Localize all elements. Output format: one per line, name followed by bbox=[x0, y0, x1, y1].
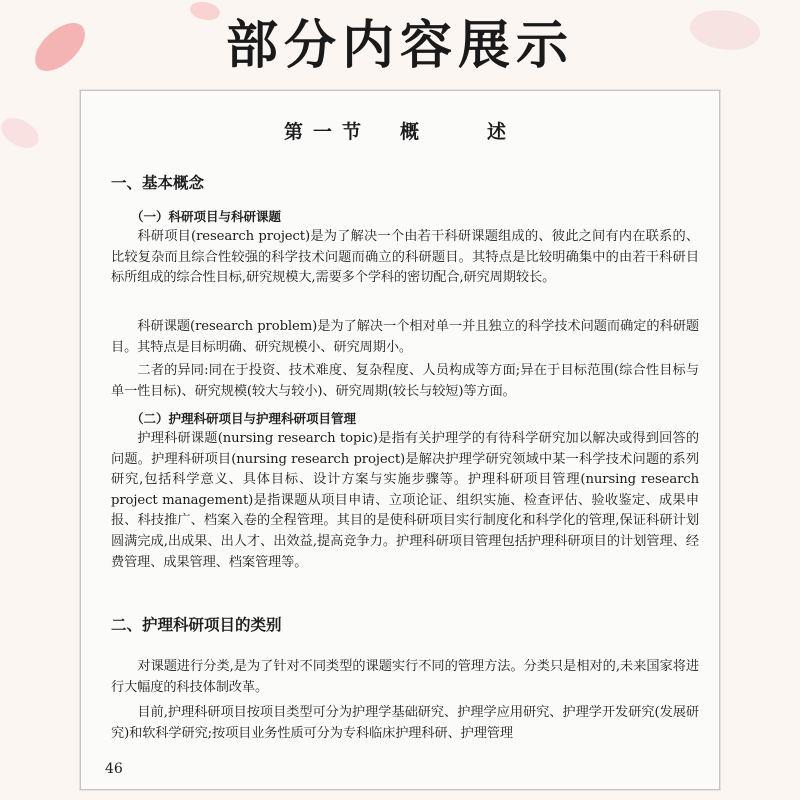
paragraph-research-project: 科研项目(research project)是为了解决一个由若干科研课题组成的、彼此之间有内在联系的、比较复杂而且综合性较强的科学技术问题而确立的科研题目。其特点是比较明确集中的由若干科研目标所组成的综合性目标,研究规模大,需要多个学科的密切配合,研究周期较长。 bbox=[111, 229, 699, 286]
paragraph-similarities: 二者的异同:同在于投资、技术难度、复杂程度、人员构成等方面;异在于目标范围(综合性目标与单一性目标)、研究规模(较大与较小)、研究周期(较长与较短)等方面。 bbox=[111, 363, 699, 399]
subheading-research-project: （一）科研项目与科研课题 bbox=[131, 209, 282, 224]
subheading-nursing-research: （二）护理科研项目与护理科研项目管理 bbox=[131, 411, 357, 426]
page-number: 46 bbox=[105, 761, 123, 777]
banner-title: 部分内容展示 bbox=[225, 16, 574, 76]
paragraph-nursing-research: 护理科研课题(nursing research topic)是指有关护理学的有待科学研究加以解决或得到回答的问题。护理科研项目(nursing research project)是解决护理学研究领域中某一科学技术问题的系列研究,包括科学意义、具体目标、设计方案与实施步骤等。护理科研项目管理(nursing research project management)是指课题从项目申请、立项论证、组织实施、检查评估、验收鉴定、成果申报、科技推广、档案入卷的全程管理。其目的是使科研项目实行制度化和科学化的管理,保证科研计划圆满完成,出成果、出人才、出效益,提高竞争力。护理科研项目管理包括护理科研项目的计划管理、经费管理、成果管理、档案管理等。 bbox=[111, 431, 699, 570]
petal-decoration bbox=[0, 110, 44, 156]
heading-basic-concepts: 一、基本概念 bbox=[111, 174, 205, 192]
paragraph-research-problem: 科研课题(research problem)是为了解决一个相对单一并且独立的科学技术问题而确定的科研题目。其特点是目标明确、研究规模小、研究周期小。 bbox=[111, 319, 699, 355]
book-page bbox=[80, 90, 720, 790]
heading-project-types: 二、护理科研项目的类别 bbox=[111, 616, 282, 634]
paragraph-current-types: 目前,护理科研项目按项目类型可分为护理学基础研究、护理学应用研究、护理学开发研究(发展研究)和软科学研究;按项目业务性质可分为专科临床护理科研、护理管理 bbox=[111, 705, 699, 741]
paragraph-classification: 对课题进行分类,是为了针对不同类型的课题实行不同的管理方法。分类只是相对的,未来国家将进行大幅度的科技体制改革。 bbox=[111, 659, 699, 695]
section-title: 第一节 概 述 bbox=[283, 121, 516, 143]
